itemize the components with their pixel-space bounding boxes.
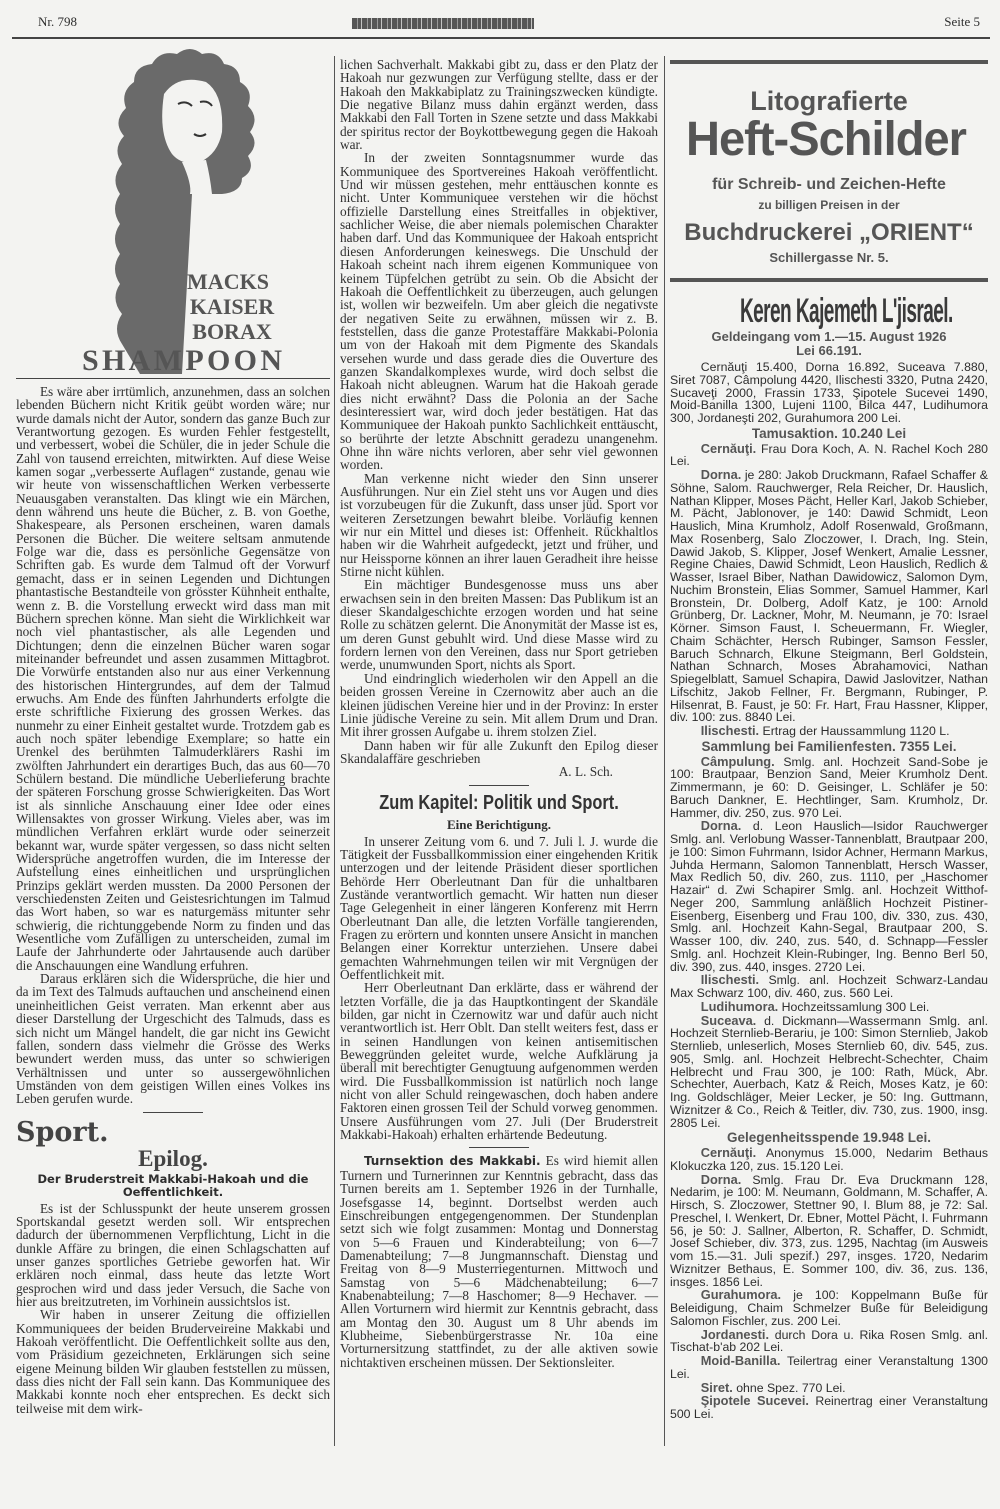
paragraph: Daraus erklären sich die Widersprüche, die hier und da im Text des Talmuds auftauchen und anscheinend einen uneinheitlichen Geist verraten. Man erkennt aber aus dieser Darstellung der Urgeschicht des Talmuds, dass es sich nicht um Mängel handelt, die gar nicht ins Gewicht fallen, sondern dass vielmehr die Grösse des Werks bewundert werden muss, das unter so schwierigen Verhältnissen und unter so aussergewöhnlichen Umständen von dem geistigen Willen eines Volkes ins Leben gerufen wurde. xyxy=(16,971,330,1107)
turnsektion-text: Es wird hiemit allen Turnern und Turnerinnen zur Kenntnis gebracht, dass das Turnen bereits am 1. September 1926 in der Turnhalle, Josefsgasse 14, beginnt. Dortselbst werden auch Einschreibungen entgegengenommen. Der Stundenplan setzt sich wie folgt zusammen: Montag und Donnerstag von 5—6 Frauen und Kinderabteilung; von 6—7 Damenabteilung; 7—8 Jungmannschaft. Dienstag und Freitag von 8—9 Musterriegenturnen. Mittwoch und Samstag von 5—6 Mädchenabteilung; 6—7 Knabenabteilung; 7—8 Haschomer; 8—9 Hechaver. — Allen Vorturnern wird hiermit zur Kenntnis gebracht, dass am Montag den 30. August um 8 Uhr abends im Klubheime, Siebenbürgerstrasse Nr. 10a eine Vorturnersitzung stattfindet, zu der alle aktiven sowie nichtaktiven erscheinen müssen. Der Sektionsleiter. xyxy=(340,1153,659,1370)
right-column xyxy=(670,52,988,1421)
donation-place: Jordanesti. xyxy=(700,1326,770,1342)
donation-entry xyxy=(670,1395,988,1421)
ad-line-hefte: für Schreib- und Zeichen-Hefte xyxy=(712,176,946,193)
sport-section-heading: Sport. xyxy=(16,1116,109,1148)
paragraph: Man verkenne nicht wieder den Sinn unserer Ausführungen. Nur ein Ziel steht uns vor Augen und dies ist vorzubeugen für die Zukunft, dass unser jüd. Sport vor weiteren Zersetzungen bewahrt bleibe. Vorläufig kennen wir nur ein Mittel und dieses ist: Offenheit. Rückhaltlos haben wir die Wahrheit aufgedeckt, jetzt und früher, und nur Heissporne können an ihrer lauen Geradheit ihre heisse Stirne nicht kühlen. xyxy=(340,470,658,580)
donation-place: Ludihumora. xyxy=(700,998,779,1014)
donation-text: je 280: Jakob Druckmann, Rafael Schaffer & Söhne, Salom. Rauchwerger, Rela Reicher, Dr. Hauslich, Nathan Klipper, Moses Pächt, Heller Karl, Jakob Schieber, M. Pächt, Jablonover, je 140: Dawid Schmidt, Leon Hauslich, Mina Krumholz, Adolf Rosenwald, Großmann, Max Rosenberg, Salo Zloczower, I. Drach, Ing. Stein, Dawid Jakob, S. Klipper, Josef Wenkert, Amalie Lessner, Regine Chaies, Dawid Schmidt, Leon Hauslich, Redlich & Wasser, Israel Biber, Nathan Dawidowicz, Salomon Dym, Nuchim Bronstein, Elias Sommer, Samuel Hammer, Karl Bronstein, Dr. Dolberg, Adolf Katz, je 100: Arnold Grünberg, Dr. Lackner, Mohr, M. Neumann, je 70: Israel Körner. Simson Faust, I. Scheuermann, Fr. Wiegler, Chaim Schächter, Hersch Rubinger, Samson Fessler, Baruch Schnarch, Elkune Steigmann, Berl Goldstein, Nathan Schnarch, Moses Abrahamovici, Nathan Spiegelblatt, Samuel Schapira, Dawid Jaslovitzer, Nathan Lifschitz, Jakob Fellner, Fr. Bergmann, Rubinger, P. Hilsenrat, B. Faust, je 50: Fr. Hart, Frau Hassner, Klipper, div. 100: zus. 8840 Lei. xyxy=(670,468,988,725)
paragraph: Dann haben wir für alle Zukunft den Epilog dieser Skandalaffäre geschrieben xyxy=(340,737,658,766)
paragraph: Ein mächtiger Bundesgenosse muss uns aber erwachsen sein in den breiten Massen: Das Publikum ist an dieser Skandalgeschichte erzogen worden und hat seine Rolle zu schätzen gelernt. Die Anonymität der Masse ist es, um deren Gunst gebuhlt wird. Und diese Masse wird zu fordern lernen von den Vereinen, dass nur Sport getrieben werde, unumwunden Sport, nichts als Sport. xyxy=(340,577,658,673)
paragraph: Und eindringlich wiederholen wir den Appell an die beiden grossen Vereine in Czernowitz aber auch an die kleinen jüdischen Vereine hier und in der Provinz: In erster Linie jüdische Vereine zu sein. Mit allem Drum und Dran. Mit ihrer grossen Aufgabe u. ihrem stolzen Ziel. xyxy=(340,670,658,740)
section-rule xyxy=(469,1147,529,1148)
donation-list xyxy=(670,361,988,1421)
paragraph: Es wäre aber irrtümlich, anzunehmen, dass an solchen lebenden Büchern nicht Kritik geübt worden wäre; nur wurde damals nicht der Autor, sondern das ganze Buch zur Verantwortung gezogen. Es wurden Fehler festgestellt, und verbessert, wobei die Schüler, die in jeder Schule die Zahl von tausend erreichten, mitwirkten. Auf diese Weise kamen sogar „verbesserte Auflagen“ zustande, genau wie wir heute von wissenschaftlichen Werken verbesserte Neuausgaben veranstalten. Das klingt wie ein Märchen, denn während uns heute die Bücher, z. B. von Goethe, Shakespeare, als Personen erscheinen, waren damals Personen die Bücher. Die weitere seltsam anmutende Folge war die, dass es persönliche Gegensätze von Schriften gab. Es wurde dem Talmud oft der Vorwurf gemacht, dass er in seinen Legenden und Dichtungen phantastische Bestandteile von grösster Kühnheit enthalte, wenn z. B. die Vorstellung erweckt wird dass man mit Büchern sprechen könne. Man sieht die Wirklichkeit war noch viel phantastischer, als alle Legenden und Dichtungen; denn die einzelnen Bücher waren sogar miteinander befreundet und assen zusammen Mittagbrot. Die Vorwürfe entstanden also nur aus einer Verkennung des historischen Hintergrundes, auf dem der Talmud erwuchs. Am Ende des fünften Jahrhunderts erfolgte die erste schriftliche Fixierung des grossen Werkes. das nunmehr zu einer Einheit gestaltet wurde. Trotzdem gab es auch noch später lebendige Exemplare; so hatte ein Urenkel des berühmten Talmuderklärers Rashi im zwölften Jahrhundert ein derartiges Buch, das aus 60—70 Schülern bestand. Die mündliche Ueberlieferung brachte der späteren Forschung grosse Schwierigkeiten. Das Wort ist als sinnliche Anschauung einer Idee oder eines Willensaktes von grosser Wirkung. Vieles aber, was im mündlichen Verfahren erklärt wurde oder seinerzeit bekannt war, wurde später vergessen, so dass nicht selten Widersprüche angetroffen wurden, die im Interesse der Aufstellung eines einheitlichen und ursprünglichen Prinzips geklärt werden mussten. Da 2000 Personen der verschiedensten Zeiten und Geistesrichtungen im Talmud das Wort haben, so war es naturgemäss mitunter sehr schwierig, die richtunggebende Norm zu finden und das Wesentliche vom Zufälligen zu unterscheiden, zumal im Laufe der Jahrhunderte oder Jahrtausende auch darüber die Anschauungen eine Wandlung erfuhren. xyxy=(16,384,330,973)
donation-text: d. Dickmann—Wassermann Smlg. anl. Hochzeit Sternlieb-Berariu, je 100: Simon Sternlieb, Jakob Sternlieb, unleserlich, Moses Sternlieb 60, div. 545, zus. 905, Smlg. anl. Hochzeit Helbrecht-Schechter, Chaim Helbrecht und Frau 300, je 100: Rath, Mück, Abr. Schechter, Auerbach, Katz & Reich, Moses Katz, je 60: Ing. Goldschläger, Meier Lecker, je 50: Ing. Guttmann, Wiznitzer & Co., Reich & Teitler, div. 730, zus. 1900, insg. 2805 Lei. xyxy=(670,1013,988,1130)
donation-text: Cernăuţi 15.400, Dorna 16.892, Suceava 7.880, Siret 7087, Câmpolung 4420, Ilischesti 3320, Putna 2420, Sucaveţi 2000, Frassin 1733, Şipotele Sucevei 1490, Moid-Banilla 1300, Lujeni 1100, Bilca 447, Ludihumora 300, Jordaneşti 202, Gurahumora 200 Lei. xyxy=(670,360,988,425)
paragraph: lichen Sachverhalt. Makkabi gibt zu, dass er den Platz der Hakoah nur gezwungen zur Verfügung stellte, dass er der Hakoah den Makkabiplatz zu Trainingszwecken kündigte. Die negative Bilanz muss dahin ergänzt werden, dass Makkabi den Fall Torten in Szene setzte und dass Makkabi der spiritus rector der Boykottbewegung gegen die Hakoah war. xyxy=(340,57,658,153)
section-rule xyxy=(143,1112,203,1113)
donation-entry xyxy=(670,440,988,469)
donation-entry xyxy=(670,1171,988,1289)
ad-line-buchdruckerei: Buchdruckerei „ORIENT“ xyxy=(684,219,974,246)
ad-rule xyxy=(16,378,330,379)
shampoo-advertisement-illustration xyxy=(82,44,312,374)
kapitel-subtitle: Eine Berichtigung. xyxy=(446,816,551,832)
middle-column xyxy=(340,58,658,1369)
donation-text: durch Dora u. Rika Rosen Smlg. anl. Tischat-b'ab 202 Lei. xyxy=(670,1327,988,1355)
left-column xyxy=(16,44,330,1415)
donation-text: Smlg. anl. Hochzeit Sand-Sobe je 100: Brautpaar, Benzion Sand, Meier Krumholz Dent. Zimmermann, je 60: D. Geisinger, L. Schläfer je 50: Baruch Dankner, E. Hechtlinger, Sam. Krumholz, Dr. Hammer, div. 250, zus. 970 Lei. xyxy=(670,754,988,820)
donation-text: Teilertrag einer Veranstaltung 1300 Lei. xyxy=(670,1354,988,1381)
donation-place: Câmpulung. xyxy=(700,753,775,769)
donation-entry xyxy=(670,1289,988,1327)
paragraph: Wir haben in unserer Zeitung die offiziellen Kommuniquees der beiden Bruderveireine Makkabi und Hakoah veröffentlicht. Die Oeffentlichkeit sollte aus den, vom Präsidium gezeichneten, Erklärungen sich seine eigene Meinung bilden Wir glauben feststellen zu müssen, dass dies nicht der Fall sein kann. Das Kommuniquee des Makkabi konnte noch eher entsprechen. Es deckt sich teilweise mit dem wirk- xyxy=(16,1307,330,1416)
donation-place: Siret. xyxy=(700,1379,733,1395)
total-amount: Lei 66.191. xyxy=(796,343,862,358)
ad-line-heft-schilder: Heft-Schilder xyxy=(685,113,967,166)
donation-text: d. Leon Hauslich—Isidor Rauchwerger Smlg. anl. Verlobung Wasser-Tannenblatt, Brautpaar 200, je 100: Simon Fuhrmann, Isidor Achner, Hermann Markus, Juhda Hermann, Salomon Tannenblatt, Hersch Wasser, Max Redlich 50, div. 260, zus. 1110, per „Haschomer Hazair“ d. Zwi Schapirer Smlg. anl. Hochzeit Witthof-Neger 200, Sammlung anläßlich Hochzeit Pistiner-Eisenberg, Eisenberg und Frau 100, div. 330, zus. 430, Smlg. anl. Hochzeit Kahn-Segal, Brautpaar 200, S. Wasser 100, div. 240, zus. 540, d. Schnapp—Fessler Smlg. anl. Hochzeit Klein-Rubinger, Ing. Benno Berl 50, div. 390, zus. 440, insges. 2720 Lei. xyxy=(670,819,988,974)
issue-number: Nr. 798 xyxy=(38,14,77,29)
donation-section-heading: Gelegenheitsspende 19.948 Lei. xyxy=(726,1130,932,1146)
ad-brand-macks: MACKS xyxy=(187,269,269,294)
article-epilog-continued xyxy=(340,58,658,765)
ad-line-address: Schillergasse Nr. 5. xyxy=(769,250,889,265)
donation-entry xyxy=(670,469,988,724)
donation-place: Dorna. xyxy=(700,467,742,482)
paragraph: Es ist der Schlusspunkt der heute unserem grossen Sportskandal gesetzt werden soll. Wir entsprechen dadurch der übernommenen Verpflichtung, Licht in die dunkle Affäre zu bringen, die einen Schlagschatten auf unser ganzes sportliches Getriebe geworfen hat. Wir erklären noch einmal, dass heute das letzte Wort gesprochen wird und dass jeder Versuch, die Sache von hier aus breitzutreten, im Vorhinein aussichtslos ist. xyxy=(16,1200,330,1309)
author-signature: A. L. Sch. xyxy=(558,764,613,780)
paragraph: In der zweiten Sonntagsnummer wurde das Kommuniquee des Sportvereines Hakoah veröffentlicht. Und wir müssen gestehen, mehr enttäuschen konnte es nicht. Unter Kommuniquee verstehen wir die höchst offizielle Darstellung eines Streitfalles in objektiver, sachlicher Weise, die aber niemals polemischen Charakter haben darf. Und das Kommuniquee der Hakoah entspricht diesen Anforderungen keineswegs. Die Unschuld der Hakoah scheint nach ihrem eigenen Kommuniquee von keinem Tüpfelchen getrübt zu sein. Ob die Absicht der Hakoah die Oeffentlichkeit zu überzeugen, auch gelungen ist, wollen wir bezweifeln. Um aber gleich die negativste der negativen Seite zu erwähnen, müssen wir z. B. feststellen, dass die ganze Protestaffäre Makkabi-Polonia um von der Hakoah mit dem Pigmente des Skandals versehen wurde und dass gerade dies die Ouverture des ganzen Skandalkomplexes wurde, wird doch selbst die Hakoah nicht ableugnen. Warum hat die Hakoah gerade dies nicht erwähnt? Dass die Polonia an der Sache desinteressiert war, wird doch jeder bestätigen. Hat das Kommuniquee der Hakoah punkto Sachlichkeit enttäuscht, so berührte der letzte Abschnitt geradezu unangenehm. Ohne ihn wäre nichts verloren, aber sehr viel gewonnen worden. xyxy=(340,150,658,473)
page-number: Seite 5 xyxy=(944,14,980,29)
kapitel-title: Zum Kapitel: Politik und Sport. xyxy=(379,791,619,814)
donation-entry xyxy=(670,753,988,820)
buchdruckerei-orient-advertisement xyxy=(670,60,988,282)
face-shape xyxy=(162,80,222,163)
ad-line-preisen: zu billigen Preisen in der xyxy=(758,198,900,212)
section-rule xyxy=(469,785,529,786)
donation-entry xyxy=(670,1147,988,1173)
epilog-subtitle: Der Bruderstreit Makkabi-Hakoah und die Oeffentlichkeit. xyxy=(37,1171,309,1199)
donation-place: Moid-Banilla. xyxy=(700,1353,781,1368)
donation-text: Frau Dora Koch, A. N. Rachel Koch 280 Lei. xyxy=(670,441,988,469)
column-divider xyxy=(664,56,665,1446)
article-epilog xyxy=(16,1202,330,1416)
donation-place: Şipotele Sucevei. xyxy=(700,1393,809,1409)
donation-place: Suceava. xyxy=(700,1012,757,1028)
article-talmud xyxy=(16,385,330,1106)
epilog-title: Epilog. xyxy=(138,1145,208,1171)
ad-brand-borax: BORAX xyxy=(192,319,272,344)
donation-text: Smlg. anl. Hochzeit Schwarz-Landau Max Schwarz 100, div. 460, zus. 560 Lei. xyxy=(670,973,988,1000)
donation-place: Ilischesti. xyxy=(700,723,760,738)
donation-entry xyxy=(670,1326,988,1355)
donation-entry xyxy=(670,820,988,973)
donation-text: je 100: Koppelmann Buße für Beleidigung, Chaim Schmelzer Buße für Beleidigung Salomon Fischler, zus. 200 Lei. xyxy=(670,1288,988,1328)
newspaper-masthead xyxy=(352,18,534,29)
donation-place: Cernăuţi. xyxy=(700,440,757,456)
donation-entry xyxy=(670,974,988,1000)
donation-text: ohne Spez. 770 Lei. xyxy=(736,1380,846,1395)
column-divider xyxy=(334,56,335,1446)
turnsektion-lead: Turnsektion des Makkabi. xyxy=(363,1154,541,1169)
donation-text: Ertrag der Haussammlung 1120 L. xyxy=(762,724,950,738)
donation-place: Dorna. xyxy=(700,818,742,834)
keren-kajemeth-title: Keren Kajemeth L'jisrael. xyxy=(739,292,953,330)
donation-section-heading: Sammlung bei Familienfesten. 7355 Lei. xyxy=(701,738,957,754)
donation-summary xyxy=(670,361,988,425)
donation-text: Smlg. Frau Dr. Eva Druckmann 128, Nedarim, je 100: M. Neumann, Goldmann, M. Schaffer, A. Hirsch, S. Zloczower, Stettner 90, I. Blum 88, je 72: Sal. Preschel, I. Wenkert, Dr. Ebner, Mottel Pächt, I. Fuhrmann 56, je 50: J. Sallner, Alberton, R. Schaffer, D. Schmidt, Josef Schieber, div. 373, zus. 1295, Nachtag (im Ausweis vom 15.—31. Juli spezif.) 297, insges. 1720, Nedarim Wiznitzer Bethaus, E. Sommer 100, div. 36, zus. 136, insges. 1856 Lei. xyxy=(670,1172,988,1289)
paragraph: In unserer Zeitung vom 6. und 7. Juli l. J. wurde die Tätigkeit der Fussballkommission einer eingehenden Kritik unterzogen und der leitende Präsident dieser sportlichen Behörde Herr Oberleutnant Dan für die unhaltbaren Zustände verantwortlich gemacht. Wir hatten nun dieser Tage Gelegenheit in einer längeren Konferenz mit Herrn Oberleutnant Dan alle, die letzten Vorfälle tangierenden, Fragen zu erörtern und konnten unsere Ansicht in manchen Belangen einer Korrektur unterziehen. Unsere dabei gemachten Wahrnehmungen teilen wir mit Vergnügen der Oeffentlichkeit mit. xyxy=(340,833,658,982)
donation-entry xyxy=(670,1012,988,1130)
ad-brand-shampoon: SHAMPOON xyxy=(82,344,282,374)
paragraph: Herr Oberleutnant Dan erklärte, dass er während der letzten Vorfälle, die ja das Hauptkontingent der Skandäle bilden, gar nicht in Czernowitz war und dafür auch nicht verantwortlich ist. Herr Oblt. Dan stellt weiters fest, dass er in seinen Handlungen von keinen antisemitischen Beweggründen geleitet wurde, welche Aufklärung ja überall mit berechtigter Genugtuung aufgenommen werden wird. Die Fussballkommission ist natürlich noch lange nicht von aller Schuld reingewaschen, doch haben andere Faktoren einen grossen Teil der Schuld vorweg genommen. Unsere Ausführungen vom 27. Juli (Der Bruderstreit Makkabi-Hakoah) erhalten erhärtende Bedeutung. xyxy=(340,980,658,1143)
donation-entry xyxy=(670,1355,988,1381)
donation-place: Cernăuţi. xyxy=(700,1145,757,1160)
donation-text: Anonymus 15.000, Nedarim Bethaus Klokuczka 120, zus. 15.120 Lei. xyxy=(670,1146,988,1173)
ad-line-litografierte: Litografierte xyxy=(750,86,908,116)
donation-place: Ilischesti. xyxy=(700,972,760,988)
turnsektion-notice xyxy=(340,1154,658,1369)
donation-place: Dorna. xyxy=(700,1171,742,1187)
article-kapitel xyxy=(340,835,658,1142)
donation-text: Reinertrag einer Veranstaltung 500 Lei. xyxy=(670,1394,989,1421)
header-rule xyxy=(12,37,990,39)
ad-brand-kaiser: KAISER xyxy=(189,294,275,319)
geldeingang-heading: Geldeingang vom 1.—15. August 1926 xyxy=(711,329,947,344)
donation-text: Hochzeitssamlung 300 Lei. xyxy=(781,999,930,1014)
donation-entry xyxy=(670,725,988,738)
donation-place: Gurahumora. xyxy=(700,1287,782,1303)
donation-section-heading: Tamusaktion. 10.240 Lei xyxy=(751,425,907,441)
